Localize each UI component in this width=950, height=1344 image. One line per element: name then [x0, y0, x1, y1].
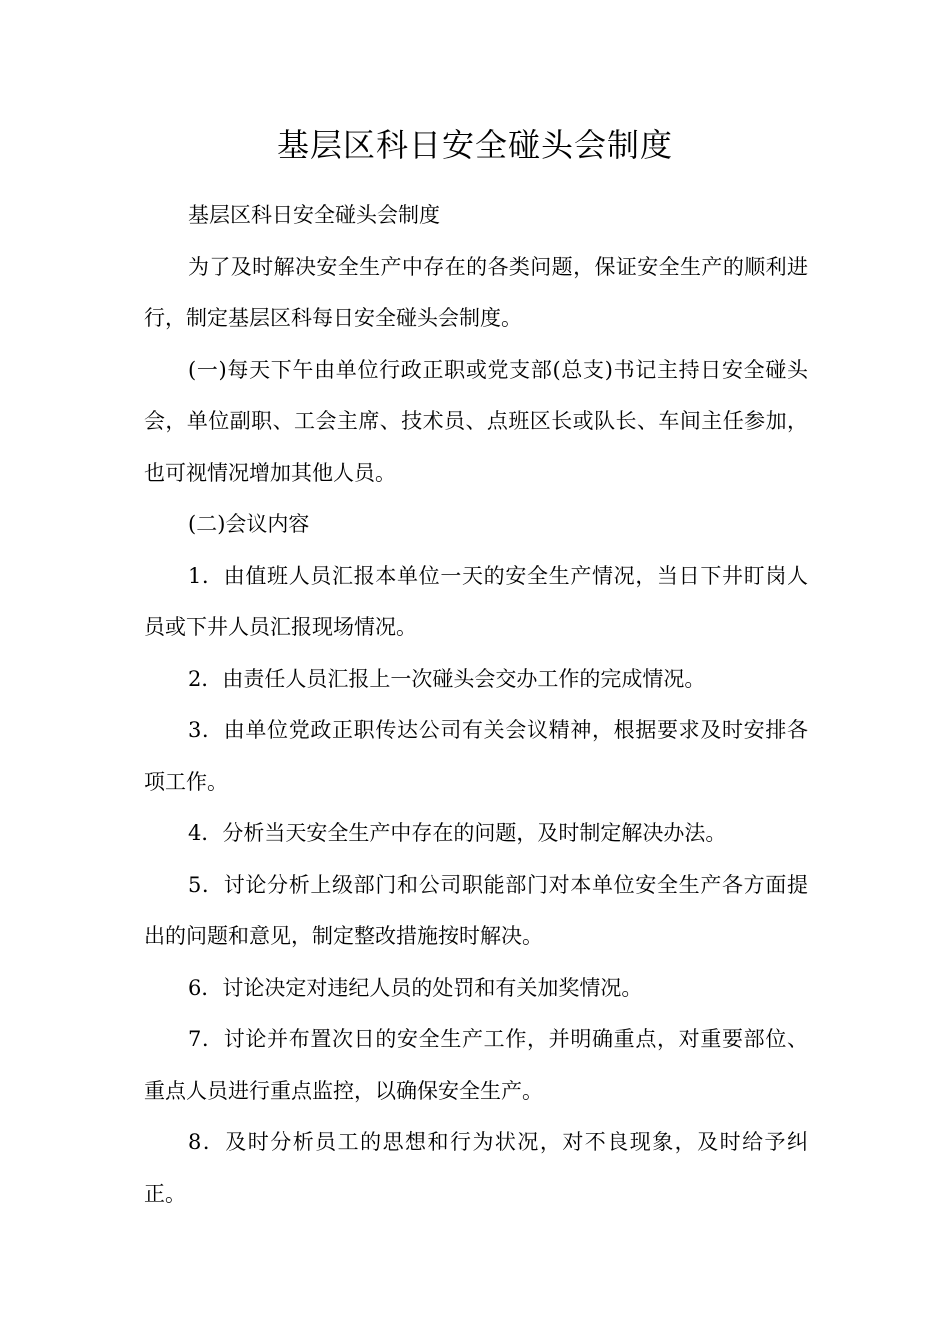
paragraph-item-5: 5．讨论分析上级部门和公司职能部门对本单位安全生产各方面提出的问题和意见，制定整改措施按时解决。: [144, 872, 808, 948]
paragraph-item-4: 4．分析当天安全生产中存在的问题，及时制定解决办法。: [188, 821, 727, 845]
paragraph-item-3: 3．由单位党政正职传达公司有关会议精神，根据要求及时安排各项工作。: [144, 718, 808, 794]
paragraph-item-2: 2．由责任人员汇报上一次碰头会交办工作的完成情况。: [188, 666, 706, 691]
document-body: [144, 190, 808, 1220]
paragraph-item-1: 1．由值班人员汇报本单位一天的安全生产情况，当日下井盯岗人员或下井人员汇报现场情况。: [144, 563, 808, 639]
paragraph-subtitle: 基层区科日安全碰头会制度: [188, 203, 440, 227]
paragraph-item-6: 6．讨论决定对违纪人员的处罚和有关加奖情况。: [188, 975, 643, 1000]
document-title: 基层区科日安全碰头会制度: [276, 126, 673, 164]
paragraph-item-8: 8．及时分析员工的思想和行为状况，对不良现象，及时给予纠正。: [144, 1130, 808, 1206]
paragraph-section-2-heading: (二)会议内容: [188, 512, 310, 536]
paragraph-intro: 为了及时解决安全生产中存在的各类问题，保证安全生产的顺利进行，制定基层区科每日安全碰头会制度。: [144, 254, 808, 330]
paragraph-section-1: (一)每天下午由单位行政正职或党支部(总支)书记主持日安全碰头会，单位副职、工会主席、技术员、点班区长或队长、车间主任参加，也可视情况增加其他人员。: [144, 357, 808, 485]
paragraph-item-7: 7．讨论并布置次日的安全生产工作，并明确重点，对重要部位、重点人员进行重点监控，以确保安全生产。: [144, 1027, 808, 1103]
